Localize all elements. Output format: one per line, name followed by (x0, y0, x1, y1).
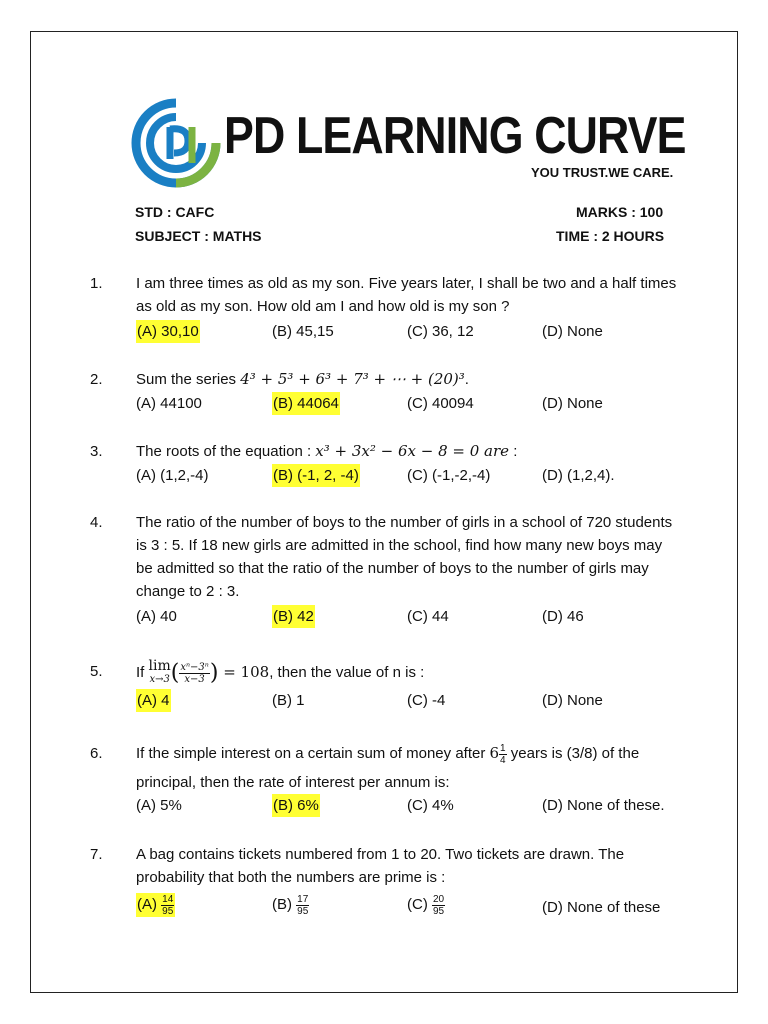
option-d: (D) None of these (542, 899, 661, 916)
fraction-numerator: 17 (297, 893, 309, 905)
question-text: If lim x→3 ( $\frac{\text{xⁿ−3ⁿ}}{x-3}$ ) = 108, then the value of n is : (136, 658, 425, 686)
text-prefix: The roots of the equation : (136, 443, 316, 460)
options-row (136, 392, 696, 415)
option-b: (B) 1 (272, 692, 305, 709)
fraction-denominator: 95 (297, 905, 309, 917)
question-text: I am three times as old as my son. Five years later, I shall be two and a half times as old as my son. How old am I and how old is my son ? (136, 275, 677, 315)
question-number: 7. (90, 846, 103, 863)
question-text-line2: principal, then the rate of interest per annum is: (136, 774, 450, 791)
brand-name: PD LEARNING CURVE (224, 107, 686, 165)
fraction-denominator: 95 (433, 905, 445, 917)
text-prefix: If (136, 663, 149, 681)
question-number: 3. (90, 443, 103, 460)
std-label: STD : CAFC (135, 204, 215, 220)
option-d: (D) None (542, 323, 603, 340)
equation-formula: x³ + 3x² − 6x − 8 = 0 are (315, 442, 510, 460)
option-b: (B) (-1, 2, -4) (272, 464, 360, 487)
option-c (407, 893, 445, 917)
option-d: (D) None (542, 692, 603, 709)
fraction-numerator: 14 (162, 893, 174, 905)
option-d: (D) (1,2,4). (542, 467, 615, 484)
text-prefix: Sum the series (136, 371, 241, 388)
subject-label: SUBJECT : MATHS (135, 228, 262, 244)
fraction-denominator: 95 (162, 905, 174, 917)
option-a: (A) 44100 (136, 395, 202, 412)
option-fraction (161, 894, 174, 917)
option-c: (C) 44 (407, 608, 449, 625)
fraction-numerator: 1 (500, 742, 506, 754)
question-text (136, 368, 680, 391)
limit-fraction (179, 662, 210, 685)
option-b: (B) 6% (272, 794, 320, 817)
limit-subscript: x→3 (149, 674, 170, 685)
question-number: 1. (90, 275, 103, 292)
fraction-denominator: 4 (500, 754, 506, 766)
time-label: TIME : 2 HOURS (556, 228, 665, 244)
fraction-denominator: x−3 (184, 673, 205, 685)
options-row (136, 893, 696, 923)
mixed-fraction (499, 743, 507, 766)
option-a: (A) 30,10 (136, 320, 200, 343)
text-suffix: : (509, 443, 518, 460)
option-d: (D) None of these. (542, 797, 665, 814)
option-a: (A) 5% (136, 797, 182, 814)
option-label: (A) (137, 896, 162, 913)
options-row (136, 689, 696, 712)
tagline: YOU TRUST.WE CARE. (531, 165, 674, 180)
option-a: (A) (1,2,-4) (136, 467, 209, 484)
question-number: 2. (90, 371, 103, 388)
question-text (136, 440, 680, 463)
option-c: (C) 40094 (407, 395, 474, 412)
option-b: (B) 45,15 (272, 323, 334, 340)
limit-value: = 108 (218, 662, 270, 681)
option-b: (B) 42 (272, 605, 315, 628)
question-number: 4. (90, 514, 103, 531)
option-label: (C) (407, 896, 432, 913)
options-row (136, 320, 696, 343)
fraction-numerator: xⁿ−3ⁿ (180, 661, 209, 673)
fraction-numerator: 20 (433, 893, 445, 905)
text-prefix: If the simple interest on a certain sum of money after (136, 745, 490, 762)
option-b (272, 893, 309, 917)
text-suffix: . (464, 371, 469, 388)
series-formula: 4³ + 5³ + 6³ + 7³ + ⋯ + (20)³ (240, 370, 465, 388)
mixed-whole: 6 (489, 744, 500, 762)
option-c: (C) 36, 12 (407, 323, 474, 340)
option-label: (B) (272, 896, 297, 913)
limit-expression (149, 660, 171, 686)
option-d: (D) 46 (542, 608, 584, 625)
marks-label: MARKS : 100 (576, 204, 664, 220)
question-number: 5. (90, 663, 103, 680)
option-fraction (432, 894, 445, 917)
question-text: A bag contains tickets numbered from 1 to 20. Two tickets are drawn. The probability that both the numbers are prime is : (136, 846, 625, 886)
question-text: The ratio of the number of boys to the number of girls in a school of 720 students is 3 : 5. If 18 new girls are admitted in the school, find how many new boys may be admitted so that the ratio of the number of boys to the number of girls may change to 2 : 3. (136, 514, 673, 600)
option-c: (C) 4% (407, 797, 454, 814)
option-c: (C) -4 (407, 692, 446, 709)
options-row (136, 794, 696, 817)
option-fraction (296, 894, 309, 917)
question-text (136, 742, 680, 766)
option-a: (A) 4 (136, 689, 171, 712)
text-mid: years is (3/8) of the (506, 745, 640, 762)
option-b: (B) 44064 (272, 392, 340, 415)
limit-word: lim (148, 658, 171, 674)
options-row (136, 605, 696, 628)
question-number: 6. (90, 745, 103, 762)
option-d: (D) None (542, 395, 603, 412)
options-row (136, 464, 696, 487)
option-c: (C) (-1,-2,-4) (407, 467, 491, 484)
logo-icon (130, 97, 222, 189)
option-a (136, 893, 175, 917)
option-a: (A) 40 (136, 608, 177, 625)
text-suffix: , then the value of n is : (269, 663, 425, 681)
